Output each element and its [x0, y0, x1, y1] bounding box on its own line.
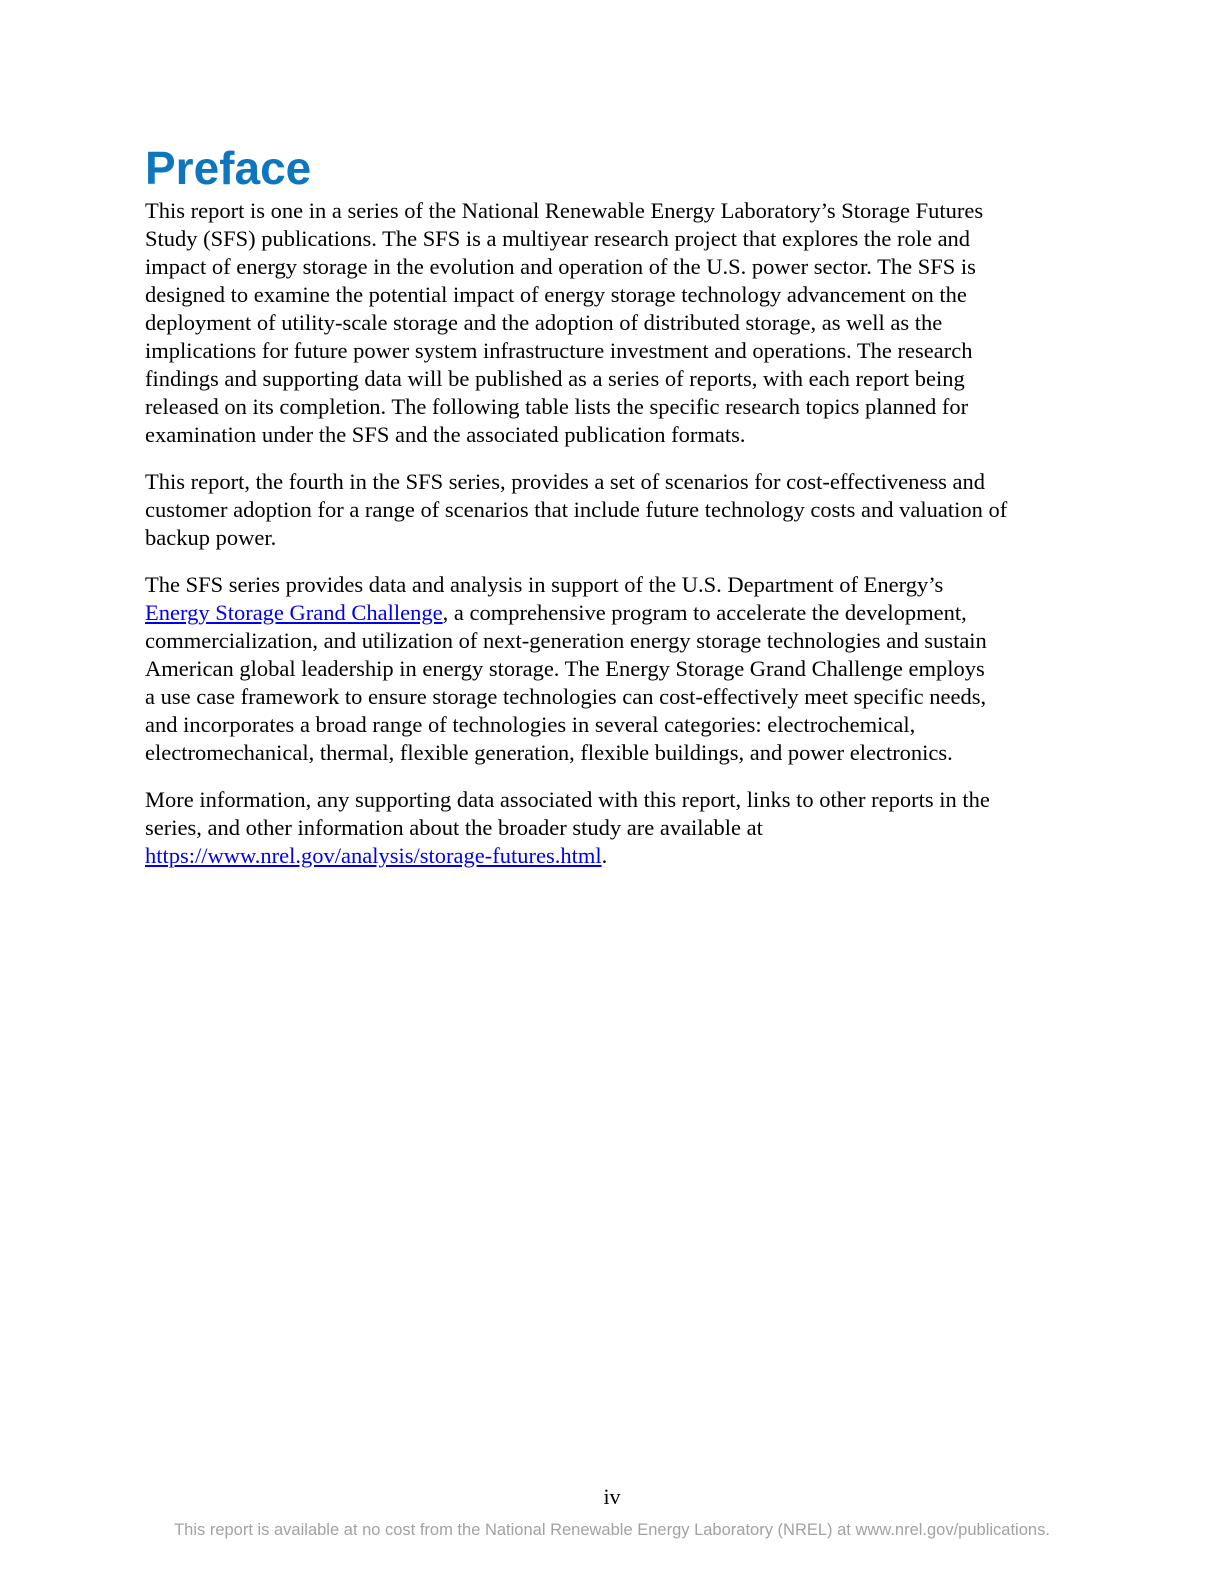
text-run: This report is one in a series of the National Renewable Energy Laboratory’s Storage Futures	[145, 198, 984, 223]
text-line	[145, 524, 1095, 552]
text-line	[145, 421, 1095, 449]
text-line	[145, 496, 1095, 524]
text-run: examination under the SFS and the associated publication formats.	[145, 422, 746, 447]
text-run: More information, any supporting data associated with this report, links to other reports in the	[145, 787, 990, 812]
text-run: Study (SFS) publications. The SFS is a multiyear research project that explores the role and	[145, 226, 971, 251]
paragraphs	[145, 197, 1095, 870]
text-line	[145, 337, 1095, 365]
text-run: American global leadership in energy storage. The Energy Storage Grand Challenge employs	[145, 656, 985, 681]
text-line	[145, 393, 1095, 421]
text-line	[145, 655, 1095, 683]
footer-availability-note: This report is available at no cost from the National Renewable Energy Laboratory (NREL) at www.nrel.gov/publications.	[174, 1521, 1050, 1539]
hyperlink[interactable]: Energy Storage Grand Challenge	[145, 600, 443, 625]
text-line	[145, 814, 1095, 842]
text-run: impact of energy storage in the evolution and operation of the U.S. power sector. The SFS is	[145, 254, 976, 279]
text-run: , a comprehensive program to accelerate the development,	[442, 600, 967, 625]
text-line	[145, 197, 1095, 225]
text-run: released on its completion. The following table lists the specific research topics planned for	[145, 394, 969, 419]
text-run: designed to examine the potential impact of energy storage technology advancement on the	[145, 282, 967, 307]
text-run: commercialization, and utilization of next-generation energy storage technologies and sustain	[145, 628, 987, 653]
text-line	[145, 365, 1095, 393]
text-run: This report, the fourth in the SFS series, provides a set of scenarios for cost-effectiveness and	[145, 469, 985, 494]
text-run: series, and other information about the broader study are available at	[145, 815, 763, 840]
paragraph	[145, 468, 1095, 552]
text-run: and incorporates a broad range of technologies in several categories: electrochemical,	[145, 712, 916, 737]
text-line	[145, 683, 1095, 711]
text-run: implications for future power system infrastructure investment and operations. The research	[145, 338, 973, 363]
hyperlink[interactable]: https://www.nrel.gov/analysis/storage-futures.html	[145, 843, 602, 868]
text-line	[145, 253, 1095, 281]
text-line	[145, 786, 1095, 814]
text-run: The SFS series provides data and analysis in support of the U.S. Department of Energy’s	[145, 572, 944, 597]
text-line	[145, 599, 1095, 627]
text-line	[145, 309, 1095, 337]
page-content	[145, 142, 1095, 889]
paragraph	[145, 571, 1095, 767]
text-line	[145, 711, 1095, 739]
paragraph	[145, 786, 1095, 870]
text-run: electromechanical, thermal, flexible generation, flexible buildings, and power electronics.	[145, 740, 953, 765]
text-run: deployment of utility-scale storage and the adoption of distributed storage, as well as the	[145, 310, 943, 335]
text-line	[145, 739, 1095, 767]
text-run: findings and supporting data will be published as a series of reports, with each report being	[145, 366, 965, 391]
text-line	[145, 225, 1095, 253]
text-line	[145, 627, 1095, 655]
text-run: customer adoption for a range of scenarios that include future technology costs and valuation of	[145, 497, 1008, 522]
text-run: a use case framework to ensure storage technologies can cost-effectively meet specific needs,	[145, 684, 987, 709]
paragraph	[145, 197, 1095, 449]
text-run: .	[601, 843, 608, 868]
text-line	[145, 281, 1095, 309]
page-title: Preface	[145, 142, 312, 194]
text-run: backup power.	[145, 525, 277, 550]
page-number: iv	[603, 1484, 621, 1509]
text-line	[145, 842, 1095, 870]
text-line	[145, 468, 1095, 496]
text-line	[145, 571, 1095, 599]
